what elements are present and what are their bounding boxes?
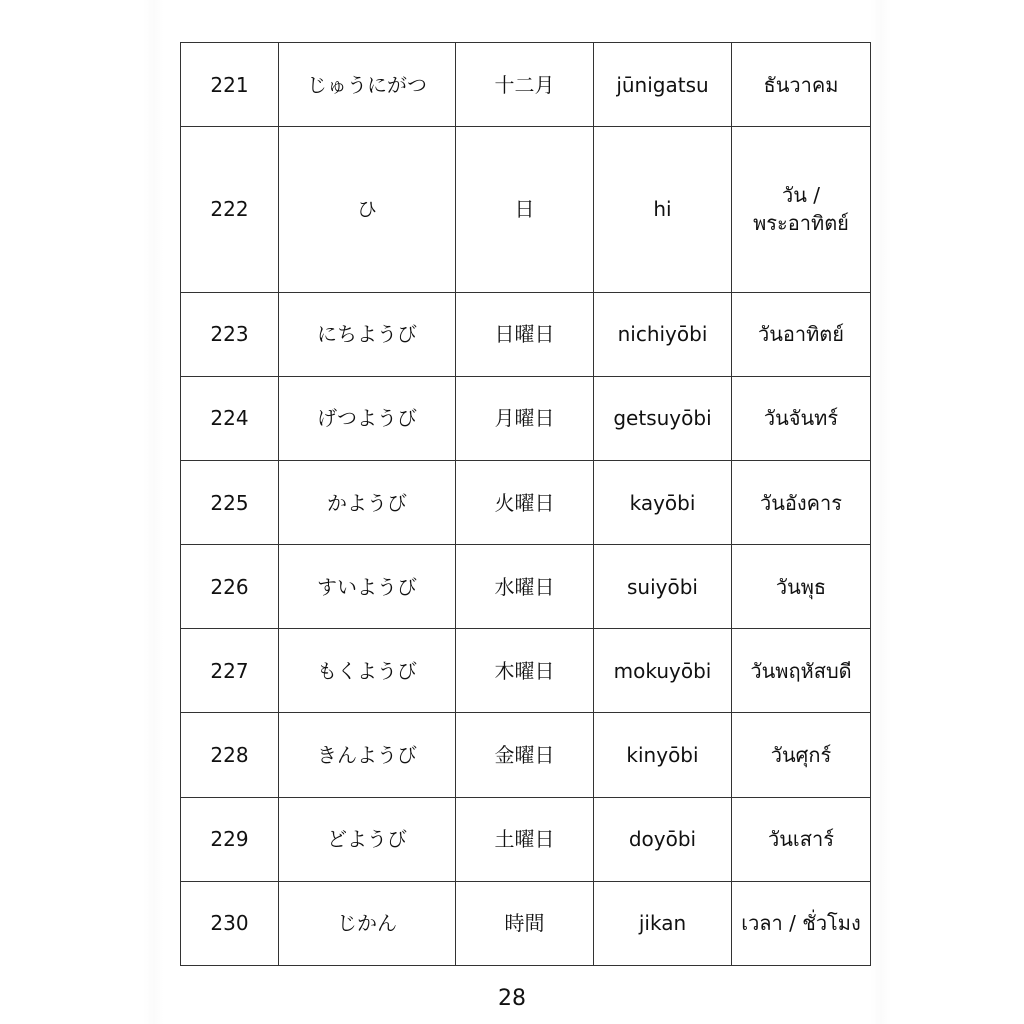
thai-translation-cell: วัน / พระอาทิตย์ xyxy=(732,127,871,292)
entry-number: 228 xyxy=(181,713,279,797)
kanji-cell: 木曜日 xyxy=(456,629,594,713)
romaji-cell: kayōbi xyxy=(594,460,732,544)
entry-number: 229 xyxy=(181,797,279,881)
hiragana-cell: じかん xyxy=(279,881,456,965)
hiragana-cell: にちようび xyxy=(279,292,456,376)
thai-translation-cell: วันอาทิตย์ xyxy=(732,292,871,376)
table-row xyxy=(181,376,871,460)
romaji-cell: jūnigatsu xyxy=(594,43,732,127)
entry-number: 221 xyxy=(181,43,279,127)
entry-number: 225 xyxy=(181,460,279,544)
entry-number: 227 xyxy=(181,629,279,713)
thai-translation-cell: วันพุธ xyxy=(732,545,871,629)
romaji-cell: nichiyōbi xyxy=(594,292,732,376)
kanji-cell: 火曜日 xyxy=(456,460,594,544)
romaji-cell: suiyōbi xyxy=(594,545,732,629)
hiragana-cell: きんようび xyxy=(279,713,456,797)
page-number: 28 xyxy=(498,986,526,1011)
kanji-cell: 土曜日 xyxy=(456,797,594,881)
thai-translation-cell: วันอังคาร xyxy=(732,460,871,544)
thai-translation-cell: วันศุกร์ xyxy=(732,713,871,797)
romaji-cell: jikan xyxy=(594,881,732,965)
romaji-cell: kinyōbi xyxy=(594,713,732,797)
kanji-cell: 十二月 xyxy=(456,43,594,127)
kanji-cell: 月曜日 xyxy=(456,376,594,460)
hiragana-cell: すいようび xyxy=(279,545,456,629)
table-row xyxy=(181,127,871,292)
hiragana-cell: もくようび xyxy=(279,629,456,713)
hiragana-cell: じゅうにがつ xyxy=(279,43,456,127)
hiragana-cell: かようび xyxy=(279,460,456,544)
hiragana-cell: ひ xyxy=(279,127,456,292)
romaji-cell: hi xyxy=(594,127,732,292)
table-row xyxy=(181,713,871,797)
table-row xyxy=(181,545,871,629)
thai-translation-cell: เวลา / ชั่วโมง xyxy=(732,881,871,965)
table-row xyxy=(181,629,871,713)
hiragana-cell: げつようび xyxy=(279,376,456,460)
hiragana-cell: どようび xyxy=(279,797,456,881)
thai-translation-cell: วันจันทร์ xyxy=(732,376,871,460)
kanji-cell: 日 xyxy=(456,127,594,292)
romaji-cell: mokuyōbi xyxy=(594,629,732,713)
thai-translation-cell: วันเสาร์ xyxy=(732,797,871,881)
table-row xyxy=(181,43,871,127)
romaji-cell: getsuyōbi xyxy=(594,376,732,460)
entry-number: 222 xyxy=(181,127,279,292)
kanji-cell: 時間 xyxy=(456,881,594,965)
entry-number: 226 xyxy=(181,545,279,629)
kanji-cell: 金曜日 xyxy=(456,713,594,797)
romaji-cell: doyōbi xyxy=(594,797,732,881)
kanji-cell: 水曜日 xyxy=(456,545,594,629)
table-row xyxy=(181,797,871,881)
table-row xyxy=(181,881,871,965)
table-row xyxy=(181,460,871,544)
entry-number: 224 xyxy=(181,376,279,460)
thai-translation-cell: ธันวาคม xyxy=(732,43,871,127)
entry-number: 223 xyxy=(181,292,279,376)
entry-number: 230 xyxy=(181,881,279,965)
table-row xyxy=(181,292,871,376)
vocabulary-table xyxy=(180,42,871,966)
kanji-cell: 日曜日 xyxy=(456,292,594,376)
thai-translation-cell: วันพฤหัสบดี xyxy=(732,629,871,713)
